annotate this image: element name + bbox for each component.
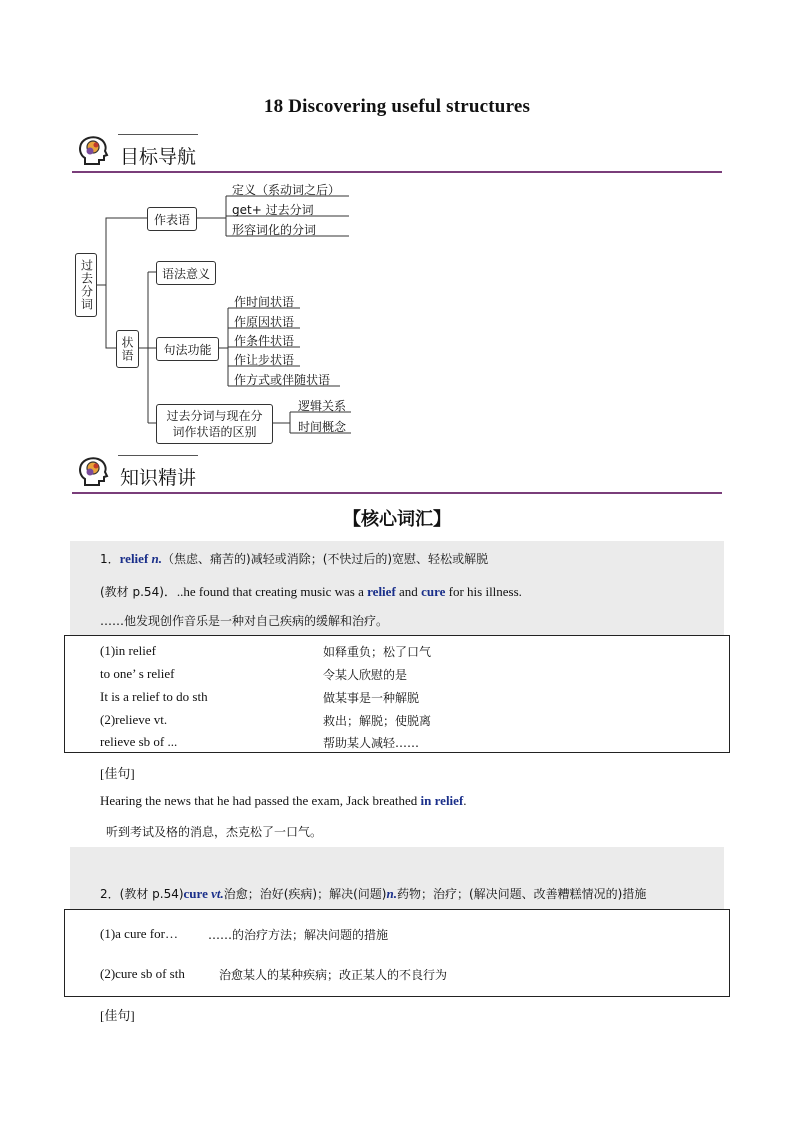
phrase-en: It is a relief to do sth bbox=[100, 689, 208, 704]
entry1-translation: ……他发现创作音乐是一种对自己疾病的缓解和治疗。 bbox=[100, 614, 389, 628]
entry1-example bbox=[100, 581, 522, 600]
mindmap-leaf: get+ 过去分词 bbox=[232, 203, 314, 217]
phrase-cn: 做某事是一种解脱 bbox=[323, 691, 420, 705]
mindmap-leaf: 形容词化的分词 bbox=[232, 223, 317, 237]
phrase-en: relieve sb of ... bbox=[100, 734, 178, 749]
phrase-en: (1)a cure for… bbox=[100, 926, 178, 941]
entry1-sentence bbox=[100, 793, 467, 809]
section-rule bbox=[72, 492, 722, 494]
entry1-example-keyword: cure bbox=[421, 584, 446, 599]
section-header-knowledge bbox=[72, 451, 722, 493]
entry1-pos: n. bbox=[151, 551, 163, 566]
entry2-pos2: n. bbox=[386, 886, 397, 901]
phrase-en: (2)cure sb of sth bbox=[100, 966, 185, 981]
phrase-cn: 令某人欣慰的是 bbox=[323, 668, 408, 682]
entry2-def2: 药物；治疗；(解决问题、改善糟糕情况的)措施 bbox=[396, 887, 647, 901]
entry1-example-text: for his illness. bbox=[445, 584, 522, 599]
entry2-jiaju-label: [佳句] bbox=[100, 1008, 135, 1023]
mindmap-leaf: 时间概念 bbox=[298, 420, 347, 434]
entry2-def1: 治愈；治好(疾病)；解决(问题) bbox=[223, 887, 387, 901]
entry1-sentence-text: . bbox=[463, 793, 467, 808]
phrase-cn: 帮助某人减轻…… bbox=[323, 736, 420, 750]
mindmap-leaf: 作条件状语 bbox=[234, 334, 295, 348]
entry1-definition: （焦虑、痛苦的)减轻或消除；(不快过后的)宽慰、轻松或解脱 bbox=[162, 552, 489, 566]
head-brain-icon bbox=[76, 455, 110, 489]
section-top-line bbox=[118, 455, 198, 456]
mindmap-sub-syntax-function bbox=[156, 337, 219, 361]
entry1-headline bbox=[100, 550, 488, 567]
section-title-knowledge: 知识精讲 bbox=[120, 467, 197, 489]
mindmap-branch-predicative bbox=[147, 207, 197, 231]
mindmap-leaf: 作方式或伴随状语 bbox=[234, 373, 331, 387]
entry2-source: (教材 p.54) bbox=[119, 887, 184, 901]
entry2-headline bbox=[100, 885, 646, 902]
phrase-cn: ……的治疗方法；解决问题的措施 bbox=[208, 928, 389, 942]
entry1-example-text: and bbox=[395, 584, 422, 599]
mindmap-sub-syntax-function-label: 句法功能 bbox=[163, 342, 212, 357]
phrase-cn: 治愈某人的某种疾病；改正某人的不良行为 bbox=[219, 968, 448, 982]
mindmap-root-label: 过去分词 bbox=[79, 259, 94, 311]
mindmap-leaf: 作让步状语 bbox=[234, 353, 295, 367]
section-title-goals: 目标导航 bbox=[120, 146, 197, 168]
entry2-number: 2． bbox=[100, 887, 120, 901]
mindmap-leaf: 逻辑关系 bbox=[298, 399, 347, 413]
mindmap-sub-difference-line1: 过去分词与现在分 bbox=[166, 409, 263, 423]
mindmap-leaf: 作原因状语 bbox=[234, 315, 295, 329]
entry1-number: 1． bbox=[100, 552, 120, 566]
page-title: 18 Discovering useful structures bbox=[263, 96, 531, 117]
mindmap-branch-predicative-label: 作表语 bbox=[153, 212, 190, 227]
phrase-en: (1)in relief bbox=[100, 643, 156, 658]
entry1-example-text: ．..he found that creating music was a bbox=[163, 584, 368, 599]
mindmap-sub-difference-line2: 词作状语的区别 bbox=[172, 425, 257, 439]
mindmap-root bbox=[75, 253, 97, 317]
entry1-jiaju-label: [佳句] bbox=[100, 766, 135, 781]
entry1-sentence-keyword: in relief bbox=[420, 793, 464, 808]
entry2-phrase-box bbox=[64, 909, 730, 997]
entry2-pos: vt. bbox=[211, 886, 224, 901]
phrase-cn: 救出；解脱；使脱离 bbox=[323, 714, 432, 728]
entry1-source: (教材 p.54) bbox=[100, 585, 164, 599]
phrase-en: to one’ s relief bbox=[100, 666, 175, 681]
phrase-cn: 如释重负；松了口气 bbox=[323, 645, 432, 659]
phrase-en: (2)relieve vt. bbox=[100, 712, 168, 727]
entry1-word: relief bbox=[119, 551, 149, 566]
entry1-sentence-translation: 听到考试及格的消息，杰克松了一口气。 bbox=[106, 825, 323, 839]
vocab-heading: 【核心词汇】 bbox=[343, 509, 451, 530]
entry2-word: cure bbox=[183, 886, 208, 901]
mindmap-branch-adverbial bbox=[116, 330, 139, 368]
entry1-sentence-text: Hearing the news that he had passed the exam, Jack breathed bbox=[100, 793, 421, 808]
mindmap-leaf: 作时间状语 bbox=[234, 295, 295, 309]
mindmap-branch-adverbial-label: 状语 bbox=[120, 336, 134, 362]
mindmap-connectors bbox=[0, 0, 794, 460]
entry1-example-keyword: relief bbox=[367, 584, 396, 599]
mindmap-sub-grammar-meaning bbox=[156, 261, 216, 285]
mindmap-sub-difference bbox=[156, 404, 273, 444]
mindmap-leaf: 定义（系动词之后） bbox=[232, 183, 341, 197]
mindmap-sub-grammar-meaning-label: 语法意义 bbox=[161, 266, 210, 281]
